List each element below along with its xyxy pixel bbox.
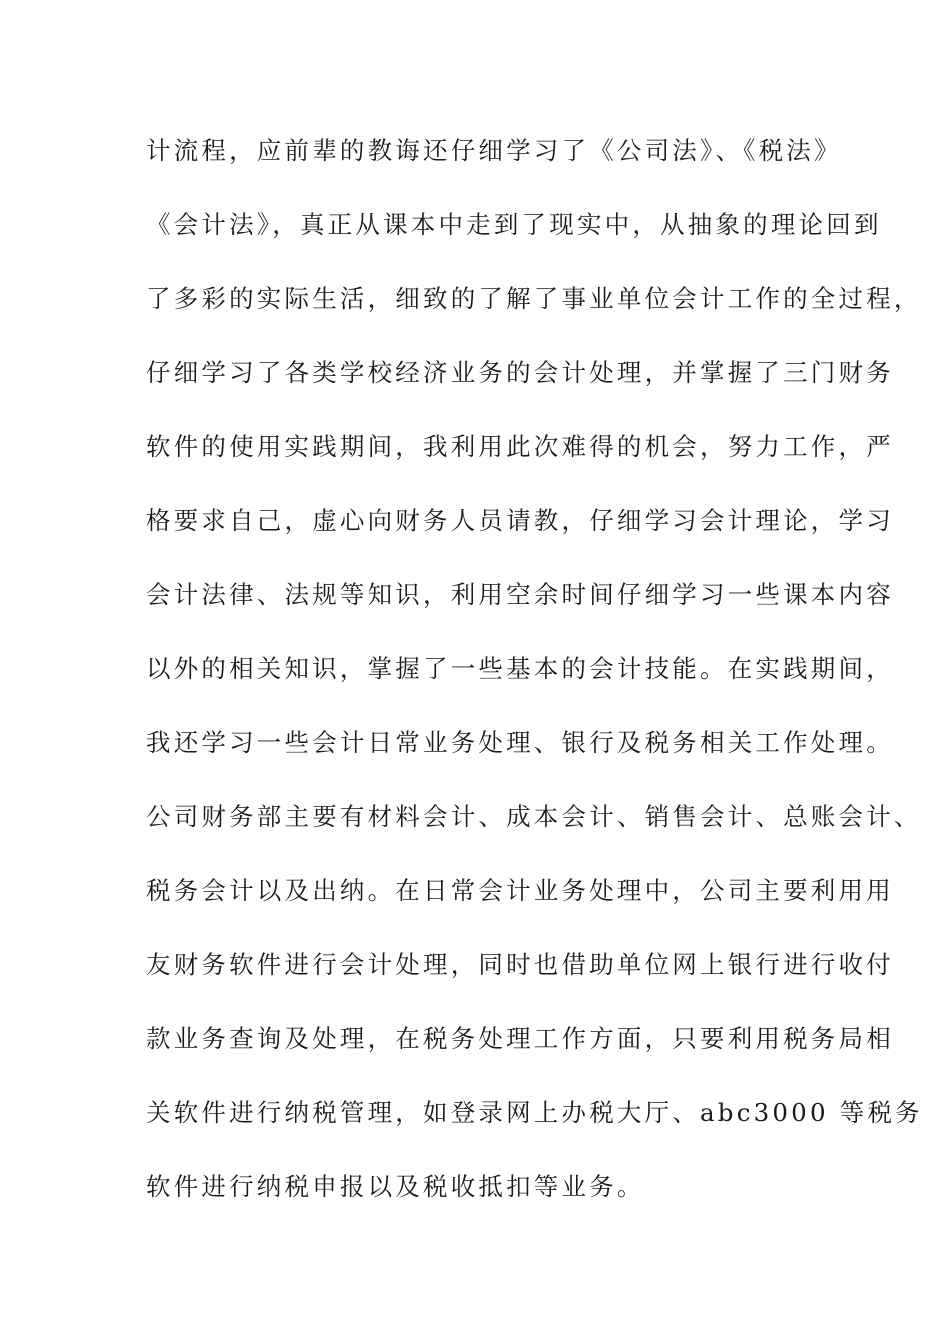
text-line: 了多彩的实际生活，细致的了解了事业单位会计工作的全过程， — [146, 284, 922, 313]
body-text — [146, 128, 923, 1238]
text-line: 关软件进行纳税管理，如登录网上办税大厅、abc3000 等税务 — [146, 1098, 923, 1127]
text-line: 仔细学习了各类学校经济业务的会计处理，并掌握了三门财务 — [146, 358, 894, 387]
text-line: 格要求自己，虚心向财务人员请教，仔细学习会计理论，学习 — [146, 506, 894, 535]
text-line: 《会计法》，真正从课本中走到了现实中，从抽象的理论回到 — [146, 210, 882, 239]
text-line: 我还学习一些会计日常业务处理、银行及税务相关工作处理。 — [146, 728, 894, 757]
text-line: 会计法律、法规等知识，利用空余时间仔细学习一些课本内容 — [146, 580, 894, 609]
text-line: 软件的使用实践期间，我利用此次难得的机会，努力工作，严 — [146, 432, 894, 461]
text-line: 友财务软件进行会计处理，同时也借助单位网上银行进行收付 — [146, 950, 894, 979]
text-line: 款业务查询及处理，在税务处理工作方面，只要利用税务局相 — [146, 1024, 894, 1053]
text-line: 公司财务部主要有材料会计、成本会计、销售会计、总账会计、 — [146, 802, 922, 831]
text-line: 税务会计以及出纳。在日常会计业务处理中，公司主要利用用 — [146, 876, 894, 905]
text-line: 以外的相关知识，掌握了一些基本的会计技能。在实践期间， — [146, 654, 894, 683]
text-line: 软件进行纳税申报以及税收抵扣等业务。 — [146, 1172, 645, 1201]
text-line: 计流程，应前辈的教诲还仔细学习了《公司法》、《税法》 — [146, 136, 842, 165]
